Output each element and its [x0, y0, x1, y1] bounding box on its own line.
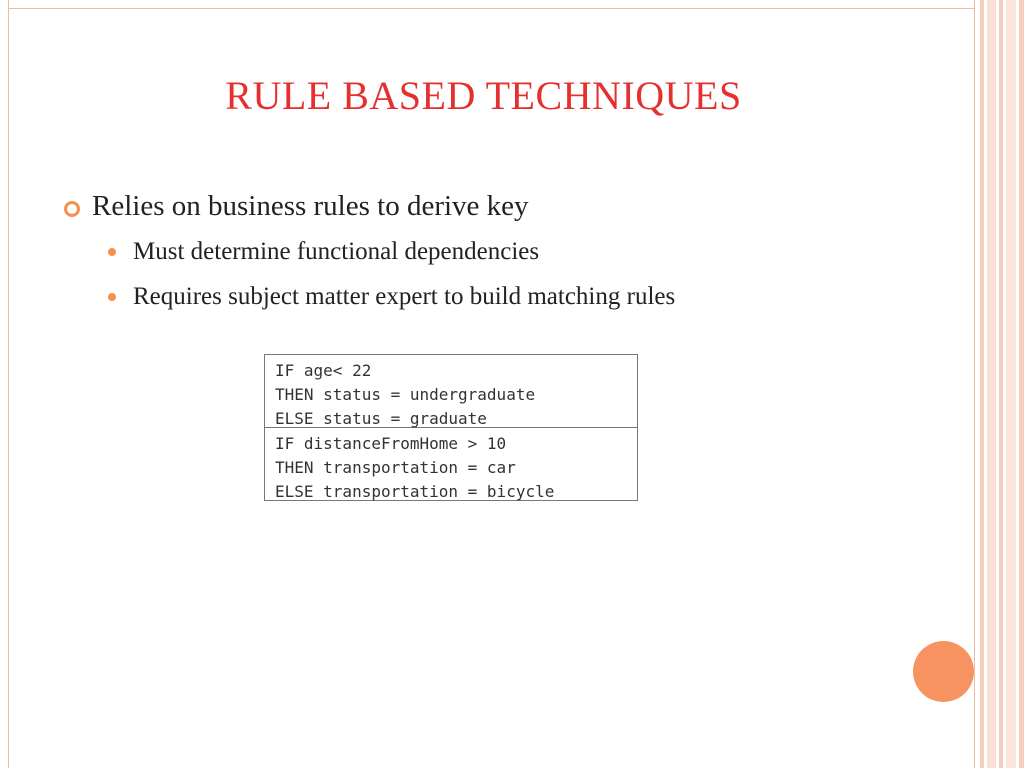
- rule-line: THEN transportation = car: [275, 458, 516, 477]
- decor-stripe: [999, 0, 1003, 768]
- slide-title: RULE BASED TECHNIQUES: [225, 73, 742, 118]
- rule-line: ELSE status = graduate: [275, 409, 487, 428]
- bullet-ring-icon: [64, 201, 80, 217]
- rules-table: [264, 354, 638, 501]
- decor-circle: [913, 641, 974, 702]
- rule-line: IF distanceFromHome > 10: [275, 434, 507, 453]
- rule-line: ELSE transportation = bicycle: [275, 482, 555, 501]
- rule-line: IF age< 22: [275, 361, 372, 380]
- decor-stripe: [1006, 0, 1016, 768]
- rule-block: [265, 355, 637, 427]
- bullet-dot-icon: [108, 248, 116, 256]
- slide-frame-top-line: [8, 8, 975, 9]
- decor-stripe: [980, 0, 984, 768]
- rule-line: THEN status = undergraduate: [275, 385, 536, 404]
- decor-stripe: [1019, 0, 1024, 768]
- decor-stripe: [987, 0, 996, 768]
- sub-bullet-text: Requires subject matter expert to build matching rules: [133, 283, 676, 310]
- bullet-main-text: Relies on business rules to derive key: [92, 190, 529, 222]
- rule-block: [265, 427, 637, 499]
- bullet-dot-icon: [108, 293, 116, 301]
- sub-bullet-text: Must determine functional dependencies: [133, 238, 540, 265]
